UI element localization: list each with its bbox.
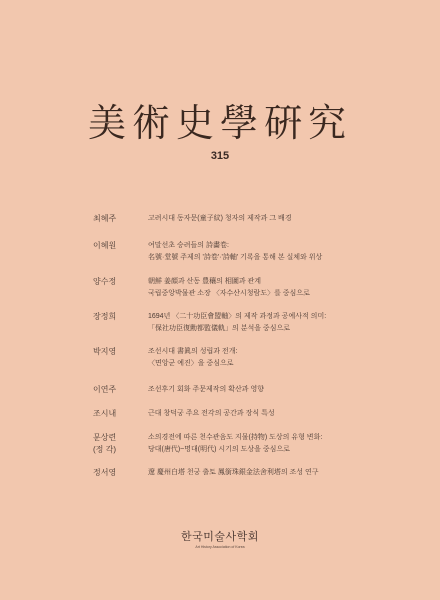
toc-author: 정서영 [93, 468, 117, 477]
publisher-name-korean: 한국미술사학회 [181, 531, 259, 543]
toc-title: 1694년 〈二十功臣會盟軸〉의 제작 과정과 공예사적 의미: [148, 313, 327, 320]
publisher-logo [0, 528, 440, 549]
toc-author: 최혜주 [93, 214, 117, 223]
toc-subtitle: 名號·堂號 주제의 '詩卷'·'詩軸' 기록을 통해 본 실체와 위상 [148, 254, 323, 261]
toc-author: 양수정 [93, 277, 117, 286]
toc-author: 박지영 [93, 347, 117, 356]
toc-title: 조선시대 書眞의 성립과 전개: [148, 348, 238, 355]
toc-subtitle: 국립중앙박물관 소장 〈자수산시청람도〉를 중심으로 [148, 290, 310, 297]
toc-author: 조시내 [93, 409, 117, 418]
toc-title: 朝鮮 姜顔과 산동 豊穰의 相圖과 관계 [148, 278, 262, 285]
toc-title: 조선후기 회화 주문제작의 확산과 영향 [148, 386, 264, 393]
toc-title: 여말선초 승려들의 詩畵卷: [148, 242, 229, 249]
toc-title: 근대 창덕궁 주요 전각의 공간과 장식 특성 [148, 410, 275, 417]
toc-title: 고려시대 동자문(童子紋) 청자의 제작과 그 배경 [148, 215, 292, 222]
toc-author: 장정희 [93, 312, 117, 321]
issue-number: 315 [210, 150, 230, 162]
publisher-name-english: Art History Association of Korea [195, 545, 245, 549]
toc-subtitle: 당대(唐代)~명대(明代) 시기의 도상을 중심으로 [148, 446, 290, 453]
toc-author: 이혜원 [93, 241, 117, 250]
toc-subtitle: 「保社功臣復勳都監儀軌」의 분석을 중심으로 [148, 325, 290, 332]
journal-title: 美術史學硏究 [87, 101, 352, 145]
toc-title: 遼 慶州白塔 천궁 출토 鳳銜珠銀金法舍利塔의 조성 연구 [148, 469, 319, 476]
toc-author: 문상련 (정 각) [93, 433, 117, 454]
toc-title: 소의경전에 따른 천수관음도 지물(持物) 도상의 유형 변화: [148, 434, 323, 441]
toc-author: 이연주 [93, 385, 117, 394]
toc-subtitle: 〈면앙군 예진〉을 중심으로 [148, 360, 234, 367]
